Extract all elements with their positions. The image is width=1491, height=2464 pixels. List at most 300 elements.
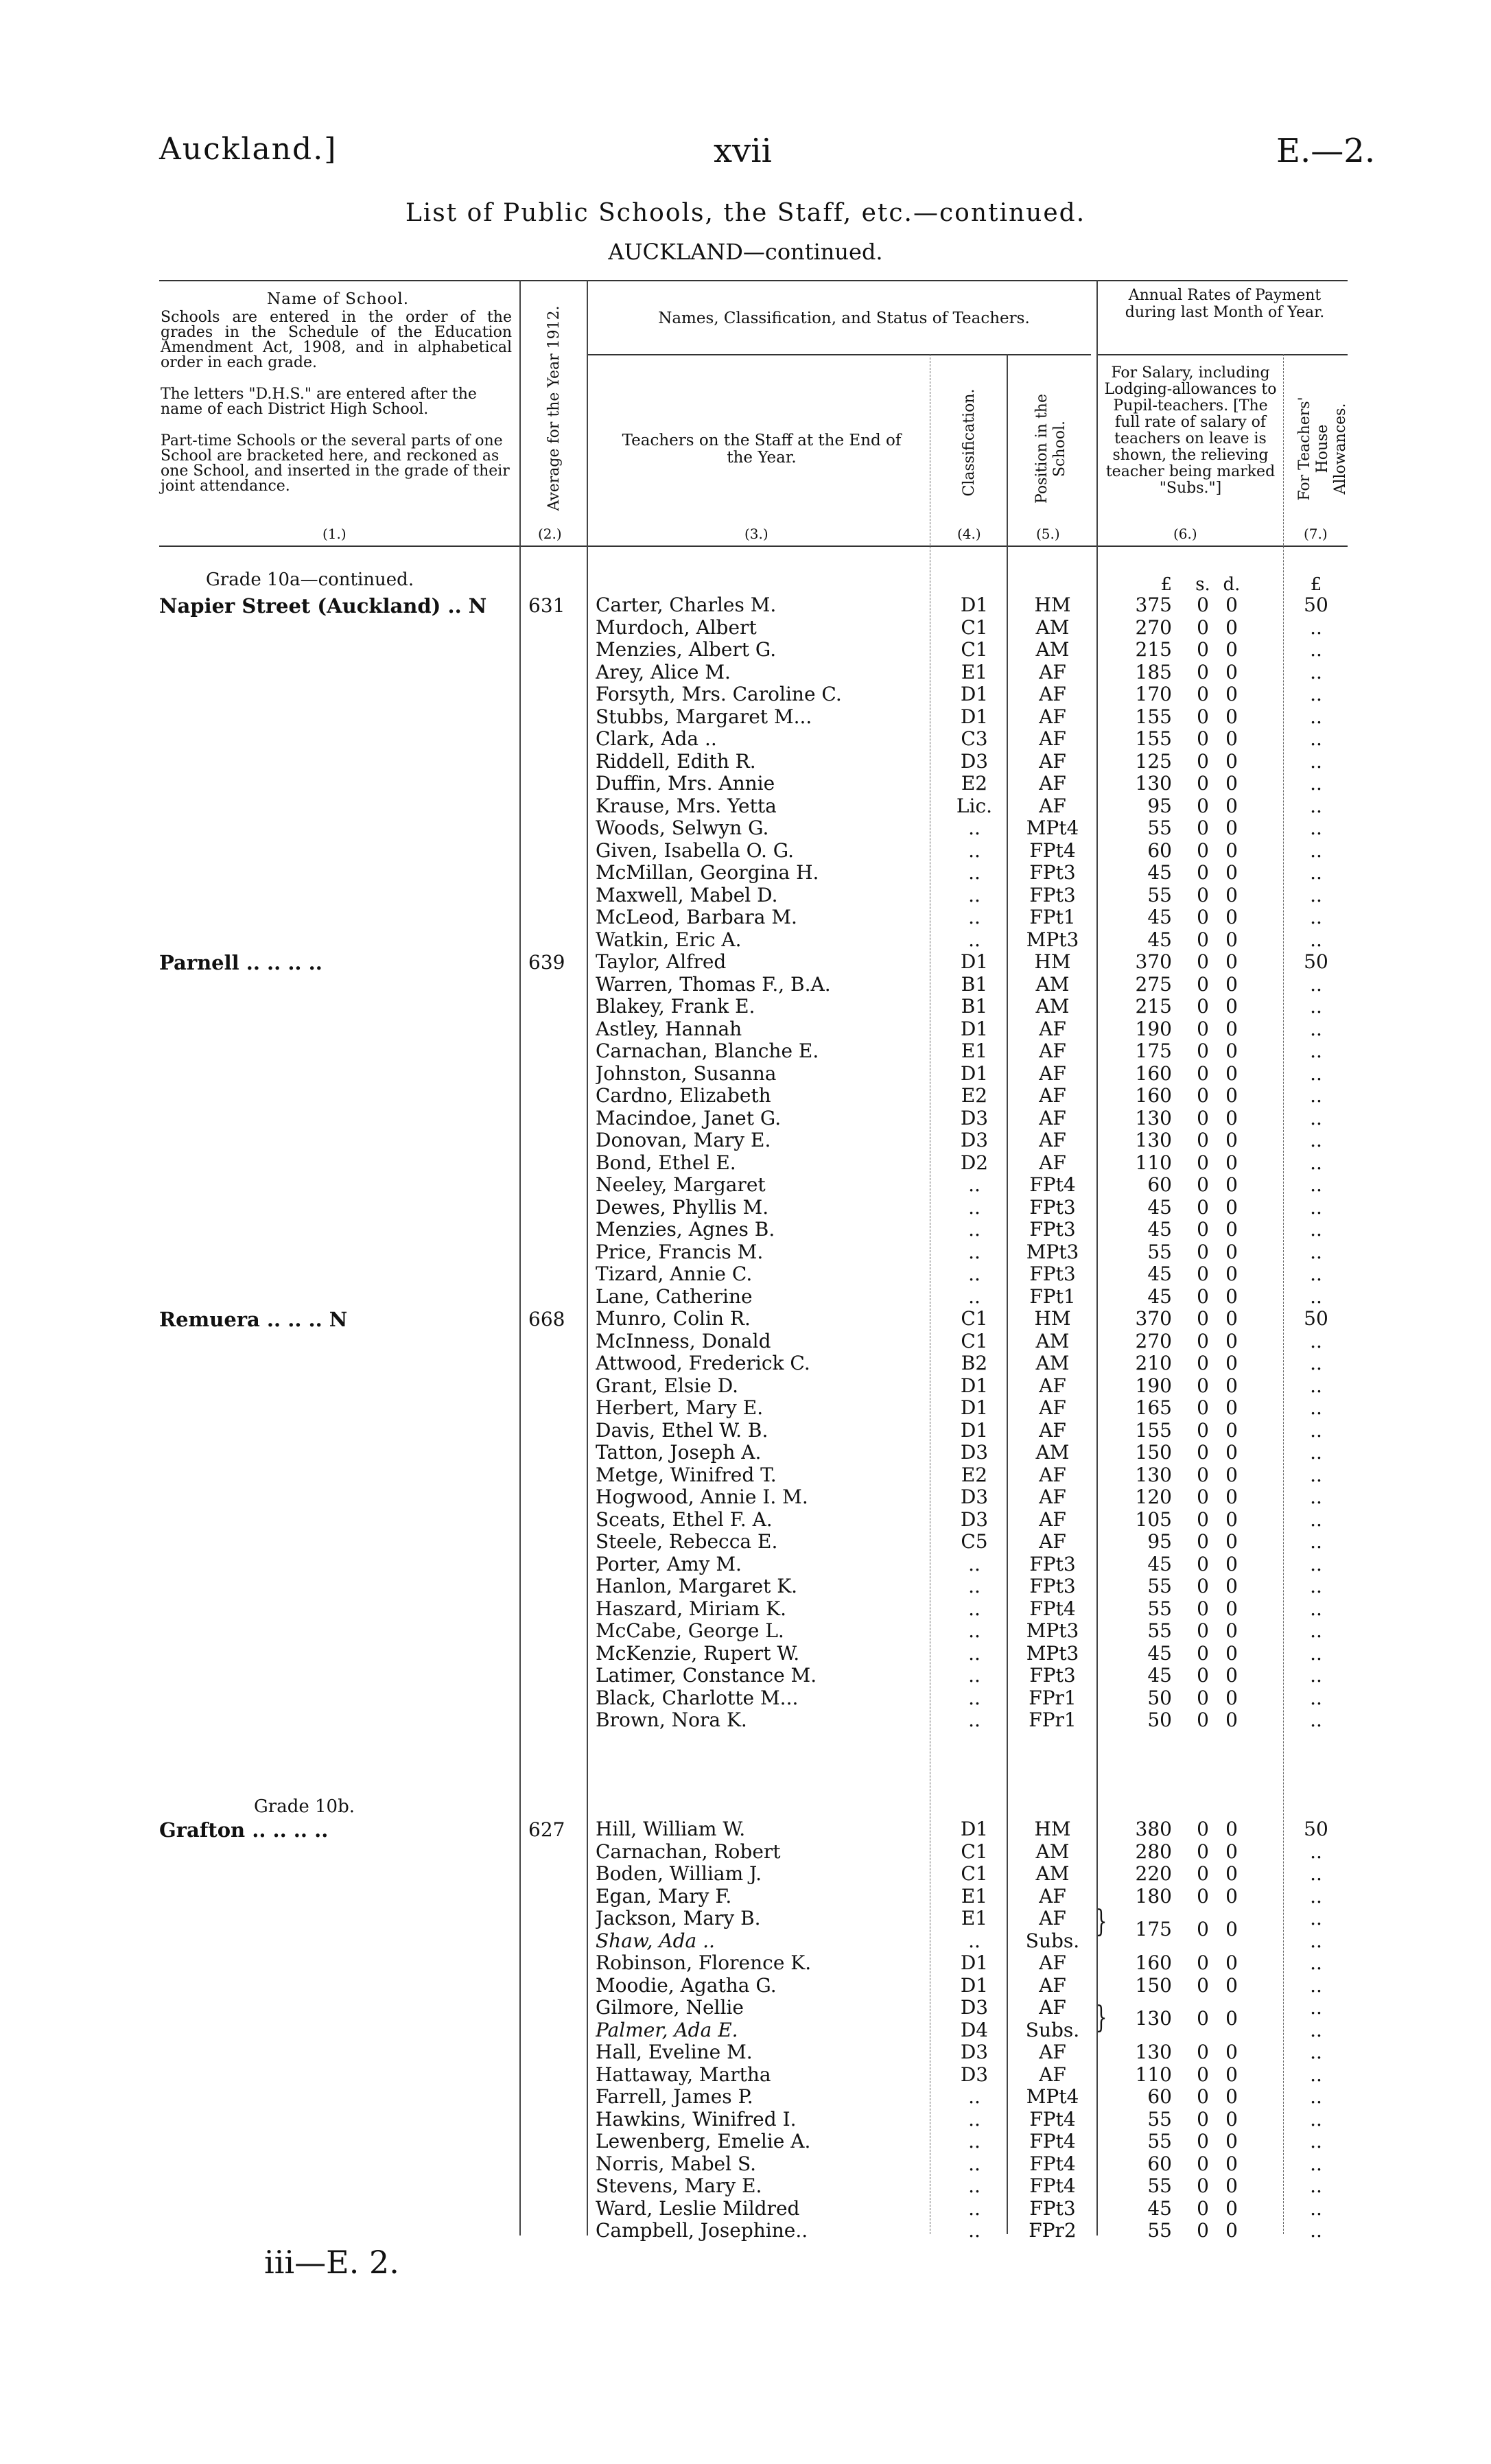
teacher-classification: C1	[961, 1862, 988, 1885]
page-subtitle: AUCKLAND—continued.	[608, 239, 883, 265]
salary-shillings: 0	[1197, 1329, 1209, 1352]
house-allowance: ..	[1310, 1884, 1322, 1908]
salary-shillings: 0	[1197, 1840, 1209, 1863]
teacher-name: Menzies, Agnes B.	[596, 1219, 775, 1241]
house-allowance: ..	[1310, 883, 1322, 906]
salary-pounds: 50	[1147, 1686, 1172, 1709]
salary-pounds: 45	[1147, 1641, 1172, 1665]
salary-pounds: 175	[1135, 1040, 1172, 1062]
col-divider-1	[519, 280, 521, 2236]
house-allowance: ..	[1310, 928, 1322, 951]
salary-pounds: 130	[1135, 1463, 1172, 1486]
salary-shillings: 0	[1197, 1862, 1209, 1885]
teacher-classification: D1	[960, 1374, 989, 1397]
teacher-classification: ..	[968, 1284, 981, 1308]
salary-pounds: 165	[1135, 1396, 1172, 1419]
salary-shillings: 0	[1197, 660, 1209, 683]
salary-shillings: 0	[1197, 638, 1209, 661]
teacher-classification: C1	[961, 1329, 988, 1352]
teacher-classification: C1	[961, 638, 988, 661]
teacher-name: Shaw, Ada ..	[596, 1929, 715, 1952]
house-allowance: ..	[1310, 2196, 1322, 2220]
house-allowance: ..	[1310, 1129, 1322, 1151]
salary-shillings: 0	[1197, 1486, 1209, 1508]
salary-shillings: 0	[1197, 1240, 1209, 1263]
teacher-name: Latimer, Constance M.	[596, 1665, 817, 1687]
salary-pounds: 55	[1147, 2219, 1172, 2242]
house-allowance: ..	[1310, 1641, 1322, 1665]
salary-pence: 0	[1225, 1441, 1238, 1464]
salary-shillings: 0	[1197, 2174, 1209, 2197]
house-allowance: ..	[1310, 1084, 1322, 1107]
salary-pounds: 210	[1135, 1352, 1172, 1374]
teacher-classification: C3	[961, 727, 988, 750]
house-allowance: ..	[1310, 1664, 1322, 1687]
teacher-name: McInness, Donald	[596, 1330, 771, 1352]
salary-pence: 0	[1225, 2196, 1238, 2220]
salary-shillings: 0	[1197, 838, 1209, 862]
salary-pounds: 130	[1135, 1129, 1172, 1151]
teacher-name: Carnachan, Robert	[596, 1840, 781, 1863]
salary-pence: 0	[1225, 1840, 1238, 1863]
school-name: Parnell .. .. .. ..	[159, 951, 322, 974]
group-rule-6	[1098, 354, 1348, 355]
teacher-name: Brown, Nora K.	[596, 1709, 747, 1731]
teacher-position: AF	[1039, 1530, 1066, 1553]
salary-pence: 0	[1225, 861, 1238, 884]
salary-shillings: 0	[1197, 1884, 1209, 1908]
teacher-position: AF	[1039, 705, 1066, 728]
salary-pence: 0	[1225, 1195, 1238, 1219]
house-allowance: ..	[1310, 1017, 1322, 1040]
unit-pound: £	[1160, 574, 1172, 595]
house-allowance: ..	[1310, 615, 1322, 639]
salary-pence: 0	[1225, 1284, 1238, 1308]
teacher-name: Tatton, Joseph A.	[596, 1442, 762, 1464]
salary-pounds: 45	[1147, 1195, 1172, 1219]
salary-pence: 0	[1225, 1151, 1238, 1174]
teacher-name: Cardno, Elizabeth	[596, 1085, 771, 1107]
teacher-position: AF	[1039, 1061, 1066, 1085]
col7-head: For Teachers' House Allowances.	[1296, 397, 1349, 501]
grade-label: Grade 10a—continued.	[206, 570, 414, 590]
teacher-classification: D3	[960, 1441, 989, 1464]
col-number-6: (6.)	[1173, 526, 1197, 542]
teacher-classification: E1	[961, 1907, 988, 1929]
house-allowance: ..	[1310, 1106, 1322, 1129]
col1-note-3: Part-time Schools or the several parts of one School are bracketed here, and reckoned as one School, and inserted in the grade of their joint attendance.	[161, 432, 510, 495]
teacher-name: Carter, Charles M.	[596, 594, 777, 616]
salary-shillings: 0	[1197, 861, 1209, 884]
salary-pence: 0	[1225, 1218, 1238, 1241]
teacher-position: FPt4	[1029, 1173, 1076, 1196]
teacher-name: Krause, Mrs. Yetta	[596, 795, 777, 817]
salary-shillings: 0	[1197, 1597, 1209, 1620]
teacher-name: Moodie, Agatha G.	[596, 1974, 777, 1997]
teacher-position: AF	[1039, 1396, 1066, 1419]
unit-pound-allowance: £	[1310, 574, 1322, 595]
salary-pence: 0	[1225, 906, 1238, 928]
salary-pence: 0	[1225, 1686, 1238, 1709]
school-name: Grafton .. .. .. ..	[159, 1818, 329, 1842]
teacher-name: Ward, Leslie Mildred	[596, 2197, 800, 2220]
salary-pence: 0	[1225, 2130, 1238, 2152]
salary-pence: 0	[1225, 1352, 1238, 1374]
teacher-position: Subs.	[1025, 1929, 1080, 1952]
col-number-7: (7.)	[1304, 526, 1328, 542]
teacher-position: MPt4	[1026, 817, 1079, 839]
teacher-position: FPt3	[1029, 883, 1076, 906]
salary-pence: 0	[1225, 1597, 1238, 1620]
teacher-name: Grant, Elsie D.	[596, 1374, 739, 1397]
teacher-classification: ..	[968, 2152, 981, 2175]
house-allowance: ..	[1310, 2219, 1322, 2242]
teacher-position: AF	[1039, 1374, 1066, 1397]
salary-shillings: 0	[1197, 1374, 1209, 1397]
salary-shillings: 0	[1197, 1195, 1209, 1219]
teacher-classification: ..	[968, 1552, 981, 1575]
house-allowance: ..	[1310, 727, 1322, 750]
salary-shillings: 0	[1197, 1507, 1209, 1531]
teacher-classification: ..	[968, 1173, 981, 1196]
teacher-position: FPt3	[1029, 1575, 1076, 1597]
header-left: Auckland.]	[159, 132, 338, 167]
salary-pounds: 220	[1135, 1862, 1172, 1885]
teacher-classification: D1	[960, 1818, 989, 1840]
teacher-classification: ..	[968, 1597, 981, 1620]
salary-pounds: 215	[1135, 995, 1172, 1018]
house-allowance: ..	[1310, 1263, 1322, 1285]
teacher-position: AF	[1039, 1129, 1066, 1151]
house-allowance: ..	[1310, 2152, 1322, 2175]
salary-pence: 0	[1225, 1530, 1238, 1553]
school-average: 668	[528, 1308, 565, 1330]
salary-pence: 0	[1225, 1463, 1238, 1486]
salary-shillings: 0	[1197, 1641, 1209, 1665]
salary-pounds: 125	[1135, 749, 1172, 773]
salary-shillings: 0	[1197, 2007, 1209, 2030]
salary-pence: 0	[1225, 1040, 1238, 1062]
teacher-name: Riddell, Edith R.	[596, 750, 756, 773]
col-divider-6	[1283, 354, 1284, 2234]
salary-pounds: 60	[1147, 2085, 1172, 2108]
salary-pence: 0	[1225, 2063, 1238, 2086]
house-allowance: ..	[1310, 1396, 1322, 1419]
teacher-classification: ..	[968, 2219, 981, 2242]
salary-shillings: 0	[1197, 1575, 1209, 1597]
salary-pounds: 45	[1147, 1552, 1172, 1575]
salary-pounds: 375	[1135, 594, 1172, 616]
teacher-classification: E2	[961, 772, 988, 795]
teacher-name: Haszard, Miriam K.	[596, 1597, 786, 1620]
salary-pence: 0	[1225, 1106, 1238, 1129]
salary-pence: 0	[1225, 1374, 1238, 1397]
teacher-classification: ..	[968, 928, 981, 951]
col3-group-head: Names, Classification, and Status of Teachers.	[658, 309, 1030, 327]
teacher-position: FPr1	[1029, 1709, 1077, 1731]
house-allowance: ..	[1310, 1575, 1322, 1597]
page-footer: iii—E. 2.	[264, 2244, 399, 2281]
teacher-classification: E1	[961, 1040, 988, 1062]
salary-pence: 0	[1225, 1084, 1238, 1107]
salary-pence: 0	[1225, 1552, 1238, 1575]
salary-pounds: 275	[1135, 972, 1172, 996]
salary-pounds: 370	[1135, 950, 1172, 973]
teacher-classification: D4	[960, 2018, 989, 2041]
teacher-position: MPt3	[1026, 1641, 1079, 1665]
salary-pence: 0	[1225, 794, 1238, 817]
brace-mark: }	[1095, 1904, 1107, 1939]
teacher-position: HM	[1034, 1307, 1071, 1330]
teacher-position: FPt4	[1029, 2130, 1076, 2152]
salary-pounds: 160	[1135, 1084, 1172, 1107]
salary-pounds: 50	[1147, 1709, 1172, 1731]
house-allowance: ..	[1310, 1507, 1322, 1531]
salary-shillings: 0	[1197, 2152, 1209, 2175]
salary-shillings: 0	[1197, 1151, 1209, 1174]
teacher-position: FPt3	[1029, 1664, 1076, 1687]
teacher-position: AF	[1039, 1507, 1066, 1531]
salary-pence: 0	[1225, 2219, 1238, 2242]
salary-pence: 0	[1225, 1173, 1238, 1196]
salary-pounds: 55	[1147, 1240, 1172, 1263]
salary-shillings: 0	[1197, 1951, 1209, 1974]
salary-pence: 0	[1225, 1664, 1238, 1687]
salary-pence: 0	[1225, 1709, 1238, 1731]
teacher-position: AF	[1039, 1486, 1066, 1508]
house-allowance: ..	[1310, 1151, 1322, 1174]
teacher-name: Menzies, Albert G.	[596, 639, 777, 661]
table-header-rule	[159, 545, 1348, 547]
teacher-classification: D2	[960, 1151, 989, 1174]
teacher-position: FPt3	[1029, 2196, 1076, 2220]
salary-shillings: 0	[1197, 1017, 1209, 1040]
salary-pence: 0	[1225, 1818, 1238, 1840]
salary-shillings: 0	[1197, 906, 1209, 928]
salary-pence: 0	[1225, 2107, 1238, 2131]
teacher-name: Murdoch, Albert	[596, 616, 757, 639]
teacher-classification: D1	[960, 1951, 989, 1974]
teacher-name: Farrell, James P.	[596, 2086, 753, 2108]
salary-pence: 0	[1225, 1862, 1238, 1885]
salary-pence: 0	[1225, 1396, 1238, 1419]
salary-pounds: 45	[1147, 861, 1172, 884]
teacher-name: Given, Isabella O. G.	[596, 839, 795, 862]
house-allowance: ..	[1310, 1418, 1322, 1442]
teacher-name: Hall, Eveline M.	[596, 2041, 753, 2063]
col-number-2: (2.)	[538, 526, 562, 542]
teacher-name: Watkin, Eric A.	[596, 928, 742, 951]
salary-shillings: 0	[1197, 2085, 1209, 2108]
salary-pounds: 55	[1147, 1597, 1172, 1620]
salary-shillings: 0	[1197, 1918, 1209, 1941]
house-allowance: 50	[1304, 950, 1328, 973]
teacher-position: AF	[1039, 772, 1066, 795]
teacher-name: Stubbs, Margaret M...	[596, 705, 812, 728]
house-allowance: ..	[1310, 1686, 1322, 1709]
salary-pence: 0	[1225, 2085, 1238, 2108]
teacher-classification: D1	[960, 705, 989, 728]
col3-head: Teachers on the Staff at the End of the Year.	[622, 432, 902, 467]
teacher-name: Duffin, Mrs. Annie	[596, 773, 775, 795]
house-allowance: ..	[1310, 1195, 1322, 1219]
teacher-position: AF	[1039, 1084, 1066, 1107]
salary-pounds: 160	[1135, 1951, 1172, 1974]
salary-pence: 0	[1225, 838, 1238, 862]
col2-head: Average for the Year 1912.	[545, 305, 563, 511]
teacher-position: FPt3	[1029, 1552, 1076, 1575]
teacher-name: McMillan, Georgina H.	[596, 862, 819, 884]
salary-shillings: 0	[1197, 2219, 1209, 2242]
salary-shillings: 0	[1197, 1441, 1209, 1464]
teacher-position: MPt4	[1026, 2085, 1079, 2108]
teacher-classification: D3	[960, 749, 989, 773]
teacher-classification: D3	[960, 1996, 989, 2019]
teacher-classification: C5	[961, 1530, 988, 1553]
school-average: 639	[528, 951, 565, 974]
salary-pounds: 155	[1135, 727, 1172, 750]
teacher-classification: D1	[960, 1418, 989, 1442]
salary-pence: 0	[1225, 2007, 1238, 2030]
salary-pence: 0	[1225, 1240, 1238, 1263]
teacher-position: AF	[1039, 1151, 1066, 1174]
salary-pounds: 55	[1147, 883, 1172, 906]
teacher-classification: D1	[960, 683, 989, 705]
salary-pence: 0	[1225, 1575, 1238, 1597]
salary-pounds: 95	[1147, 794, 1172, 817]
house-allowance: ..	[1310, 861, 1322, 884]
house-allowance: ..	[1310, 794, 1322, 817]
salary-pounds: 270	[1135, 615, 1172, 639]
teacher-name: Hogwood, Annie I. M.	[596, 1486, 808, 1508]
salary-pounds: 130	[1135, 772, 1172, 795]
house-allowance: 50	[1304, 1818, 1328, 1840]
teacher-position: AM	[1035, 1441, 1070, 1464]
house-allowance: ..	[1310, 683, 1322, 705]
teacher-name: Gilmore, Nellie	[596, 1997, 744, 2019]
salary-pounds: 150	[1135, 1973, 1172, 1997]
house-allowance: ..	[1310, 972, 1322, 996]
teacher-position: AF	[1039, 749, 1066, 773]
salary-shillings: 0	[1197, 1552, 1209, 1575]
teacher-classification: ..	[968, 2085, 981, 2108]
teacher-position: FPt3	[1029, 861, 1076, 884]
house-allowance: ..	[1310, 705, 1322, 728]
salary-shillings: 0	[1197, 1973, 1209, 1997]
teacher-name: McCabe, George L.	[596, 1620, 784, 1642]
teacher-position: FPt4	[1029, 2107, 1076, 2131]
salary-pence: 0	[1225, 1619, 1238, 1642]
teacher-position: AF	[1039, 2063, 1066, 2086]
teacher-name: Munro, Colin R.	[596, 1308, 751, 1330]
teacher-name: Johnston, Susanna	[596, 1062, 777, 1085]
salary-pounds: 130	[1135, 2007, 1172, 2030]
col5-head: Position in the School.	[1033, 394, 1068, 504]
salary-shillings: 0	[1197, 1396, 1209, 1419]
house-allowance: ..	[1310, 772, 1322, 795]
teacher-classification: ..	[968, 2196, 981, 2220]
school-name: Remuera .. .. .. N	[159, 1308, 348, 1331]
teacher-name: Hanlon, Margaret K.	[596, 1575, 798, 1597]
header-right: E.—2.	[1276, 132, 1376, 170]
teacher-classification: ..	[968, 1664, 981, 1687]
teacher-classification: D1	[960, 1017, 989, 1040]
salary-shillings: 0	[1197, 794, 1209, 817]
teacher-classification: D1	[960, 1973, 989, 1997]
house-allowance: ..	[1310, 2085, 1322, 2108]
salary-shillings: 0	[1197, 772, 1209, 795]
teacher-position: HM	[1034, 950, 1071, 973]
salary-pence: 0	[1225, 1486, 1238, 1508]
teacher-position: AM	[1035, 638, 1070, 661]
house-allowance: ..	[1310, 749, 1322, 773]
teacher-name: Metge, Winifred T.	[596, 1464, 777, 1486]
teacher-name: Robinson, Florence K.	[596, 1952, 812, 1974]
teacher-position: MPt3	[1026, 1619, 1079, 1642]
salary-shillings: 0	[1197, 2041, 1209, 2063]
salary-shillings: 0	[1197, 928, 1209, 951]
teacher-position: AF	[1039, 1884, 1066, 1908]
salary-pence: 0	[1225, 1973, 1238, 1997]
teacher-name: Egan, Mary F.	[596, 1885, 732, 1908]
salary-pence: 0	[1225, 1017, 1238, 1040]
teacher-classification: ..	[968, 1641, 981, 1665]
house-allowance: ..	[1310, 1218, 1322, 1241]
col4-head: Classification.	[961, 388, 978, 497]
grade-label: Grade 10b.	[254, 1796, 355, 1817]
col1-note-2: The letters "D.H.S." are entered after the name of each District High School.	[161, 386, 477, 418]
salary-shillings: 0	[1197, 1352, 1209, 1374]
salary-shillings: 0	[1197, 594, 1209, 616]
teacher-classification: D3	[960, 1507, 989, 1531]
salary-pence: 0	[1225, 638, 1238, 661]
salary-shillings: 0	[1197, 1818, 1209, 1840]
teacher-name: Hattaway, Martha	[596, 2063, 771, 2086]
teacher-classification: ..	[968, 1240, 981, 1263]
house-allowance: ..	[1310, 817, 1322, 839]
salary-pence: 0	[1225, 705, 1238, 728]
teacher-name: Price, Francis M.	[596, 1241, 764, 1263]
salary-shillings: 0	[1197, 2196, 1209, 2220]
teacher-classification: D1	[960, 950, 989, 973]
teacher-name: Campbell, Josephine..	[596, 2220, 808, 2242]
teacher-name: Black, Charlotte M...	[596, 1687, 799, 1709]
teacher-classification: D1	[960, 1061, 989, 1085]
salary-shillings: 0	[1197, 1040, 1209, 1062]
teacher-classification: ..	[968, 2174, 981, 2197]
house-allowance: ..	[1310, 1173, 1322, 1196]
salary-pence: 0	[1225, 1951, 1238, 1974]
teacher-classification: D3	[960, 1106, 989, 1129]
house-allowance: ..	[1310, 1840, 1322, 1863]
salary-pence: 0	[1225, 972, 1238, 996]
house-allowance: ..	[1310, 1284, 1322, 1308]
teacher-position: HM	[1034, 1818, 1071, 1840]
salary-pence: 0	[1225, 1884, 1238, 1908]
col-divider-4	[1007, 354, 1008, 2234]
col6-group-head: Annual Rates of Payment during last Month of Year.	[1125, 287, 1325, 321]
teacher-name: Donovan, Mary E.	[596, 1129, 771, 1151]
teacher-position: FPt4	[1029, 1597, 1076, 1620]
salary-pence: 0	[1225, 2152, 1238, 2175]
unit-pence: d.	[1223, 574, 1241, 595]
house-allowance: ..	[1310, 995, 1322, 1018]
teacher-position: AF	[1039, 660, 1066, 683]
teacher-position: FPt3	[1029, 1263, 1076, 1285]
group-rule-3	[587, 354, 1091, 355]
teacher-classification: ..	[968, 1709, 981, 1731]
salary-pounds: 55	[1147, 817, 1172, 839]
